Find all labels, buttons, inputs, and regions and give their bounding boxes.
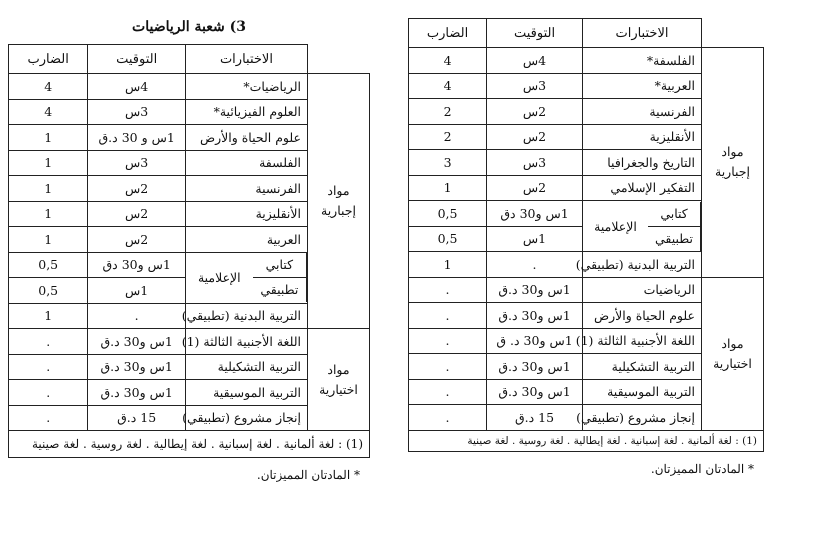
timing-cell: 2س [88,176,185,202]
subject-cell: العربية [185,227,307,253]
media-practical-label: تطبيقي [260,282,299,297]
optional-category-label: مواد اختيارية [308,329,370,431]
subject-cell: التاريخ والجغرافيا [582,150,701,176]
coef-cell: 2 [409,124,487,150]
coef-cell: . [9,329,88,355]
header-timing: التوقيت [487,19,583,48]
header-category [308,45,370,74]
timing-cell: 15 د.ق [88,405,185,431]
subject-cell: التربية التشكيلية [582,354,701,380]
header-category [702,19,764,48]
timing-cell: 3س [88,99,185,125]
subject-cell: التربية الموسيقية [185,380,307,406]
coef-cell: 1 [9,303,88,329]
coef-cell: 3 [409,150,487,176]
footnote-row [409,430,764,451]
coef-cell: 4 [409,73,487,99]
mandatory-row [409,48,764,74]
subject-cell: التربية البدنية (تطبيقي) [185,303,307,329]
subject-cell: الرياضيات [582,277,701,303]
coef-cell: 4 [409,48,487,74]
timing-cell: 1س و30 د.ق [88,380,185,406]
subject-cell: علوم الحياة والأرض [185,125,307,151]
coef-cell: 4 [9,74,88,100]
coef-cell: 0,5 [9,278,88,304]
timing-cell: 2س [487,99,583,125]
timing-cell: 2س [487,124,583,150]
subject-cell: التربية الموسيقية [582,379,701,405]
timing-cell: 2س [88,201,185,227]
math-section-pane [8,10,370,482]
subject-cell: علوم الحياة والأرض [582,303,701,329]
coef-cell: 1 [409,175,487,201]
language-footnote: (1) : لغة ألمانية . لغة إسبانية . لغة إيطالية . لغة روسية . لغة صينية [409,430,764,451]
coef-cell: 1 [9,201,88,227]
timing-cell: 4س [88,74,185,100]
coef-cell: 1 [409,252,487,278]
subject-cell: الرياضيات* [185,74,307,100]
timing-cell: 1س و30 دق [487,201,583,227]
timing-cell: 3س [487,73,583,99]
header-timing: التوقيت [88,45,185,74]
coef-cell: 0,5 [409,226,487,252]
coef-cell: . [409,405,487,431]
exam-table [8,44,370,458]
coef-cell: 1 [9,150,88,176]
letters-section-pane [408,0,764,476]
starred-subjects-note: * المادتان المميزتان. [256,468,360,482]
coef-cell: . [409,277,487,303]
language-footnote: (1) : لغة ألمانية . لغة إسبانية . لغة إيطالية . لغة روسية . لغة صينية [9,431,370,458]
timing-cell: 1س و30 د.ق [487,303,583,329]
coef-cell: . [9,354,88,380]
coef-cell: 1 [9,227,88,253]
timing-cell: 1س و30 دق [88,252,185,278]
subject-cell: العلوم الفيزيائية* [185,99,307,125]
section-title: 3) شعبة الرياضيات [132,19,246,35]
media-written-label: كتابي [648,202,700,227]
subject-cell: إنجاز مشروع (تطبيقي) [185,405,307,431]
coef-cell: 0,5 [9,252,88,278]
footnote-row [9,431,370,458]
section-title-cut [408,0,764,18]
header-row [409,19,764,48]
timing-cell: 1س و30 د.ق [487,379,583,405]
coef-cell: 0,5 [409,201,487,227]
media-label: الإعلامية [197,270,241,285]
media-label: الإعلامية [594,218,637,234]
coef-cell: 2 [409,99,487,125]
coef-cell: 1 [9,125,88,151]
timing-cell: . [88,303,185,329]
timing-cell: 1س [487,226,583,252]
subject-cell: اللغة الأجنبية الثالثة (1) [582,328,701,354]
media-subject-cell [185,252,307,303]
timing-cell: 3س [487,150,583,176]
optional-category-label: مواد اختيارية [702,277,764,430]
header-subject: الاختبارات [185,45,307,74]
subject-cell: الأنقليزية [185,201,307,227]
timing-cell: 1س و30 د.ق [487,277,583,303]
header-coef: الضارب [9,45,88,74]
timing-cell: 1س و30 د.ق [487,354,583,380]
subject-cell: التربية البدنية (تطبيقي) [582,252,701,278]
media-written-label: كتابي [253,253,306,278]
subject-cell: الفلسفة* [582,48,701,74]
timing-cell: 3س [88,150,185,176]
media-subject-cell [582,201,701,252]
mandatory-category-label: مواد إجبارية [308,74,370,329]
optional-row [9,329,370,355]
timing-cell: . [487,252,583,278]
starred-subjects-note: * المادتان المميزتان. [650,461,754,476]
subject-cell: الأنقليزية [582,124,701,150]
timing-cell: 1س و30 د. ق [487,328,583,354]
mandatory-category-label: مواد إجبارية [702,48,764,278]
timing-cell: 1س و 30 د.ق [88,125,185,151]
subject-cell: التربية التشكيلية [185,354,307,380]
coef-cell: . [409,379,487,405]
exam-table [408,18,764,452]
subject-cell: التفكير الإسلامي [582,175,701,201]
coef-cell: . [409,354,487,380]
subject-cell: الفرنسية [185,176,307,202]
subject-cell: الفرنسية [582,99,701,125]
coef-cell: . [409,328,487,354]
timing-cell: 1س و30 د.ق [88,329,185,355]
timing-cell: 4س [487,48,583,74]
timing-cell: 1س و30 د.ق [88,354,185,380]
timing-cell: 2س [487,175,583,201]
media-practical-label: تطبيقي [655,230,694,246]
timing-cell: 15 د.ق [487,405,583,431]
timing-cell: 2س [88,227,185,253]
timing-cell: 1س [88,278,185,304]
coef-cell: 1 [9,176,88,202]
coef-cell: . [9,405,88,431]
subject-cell: اللغة الأجنبية الثالثة (1) [185,329,307,355]
coef-cell: . [9,380,88,406]
optional-row [409,277,764,303]
coef-cell: . [409,303,487,329]
header-coef: الضارب [409,19,487,48]
subject-cell: العربية* [582,73,701,99]
header-subject: الاختبارات [582,19,701,48]
subject-cell: الفلسفة [185,150,307,176]
header-row [9,45,370,74]
coef-cell: 4 [9,99,88,125]
subject-cell: إنجاز مشروع (تطبيقي) [582,405,701,431]
mandatory-row [9,74,370,100]
